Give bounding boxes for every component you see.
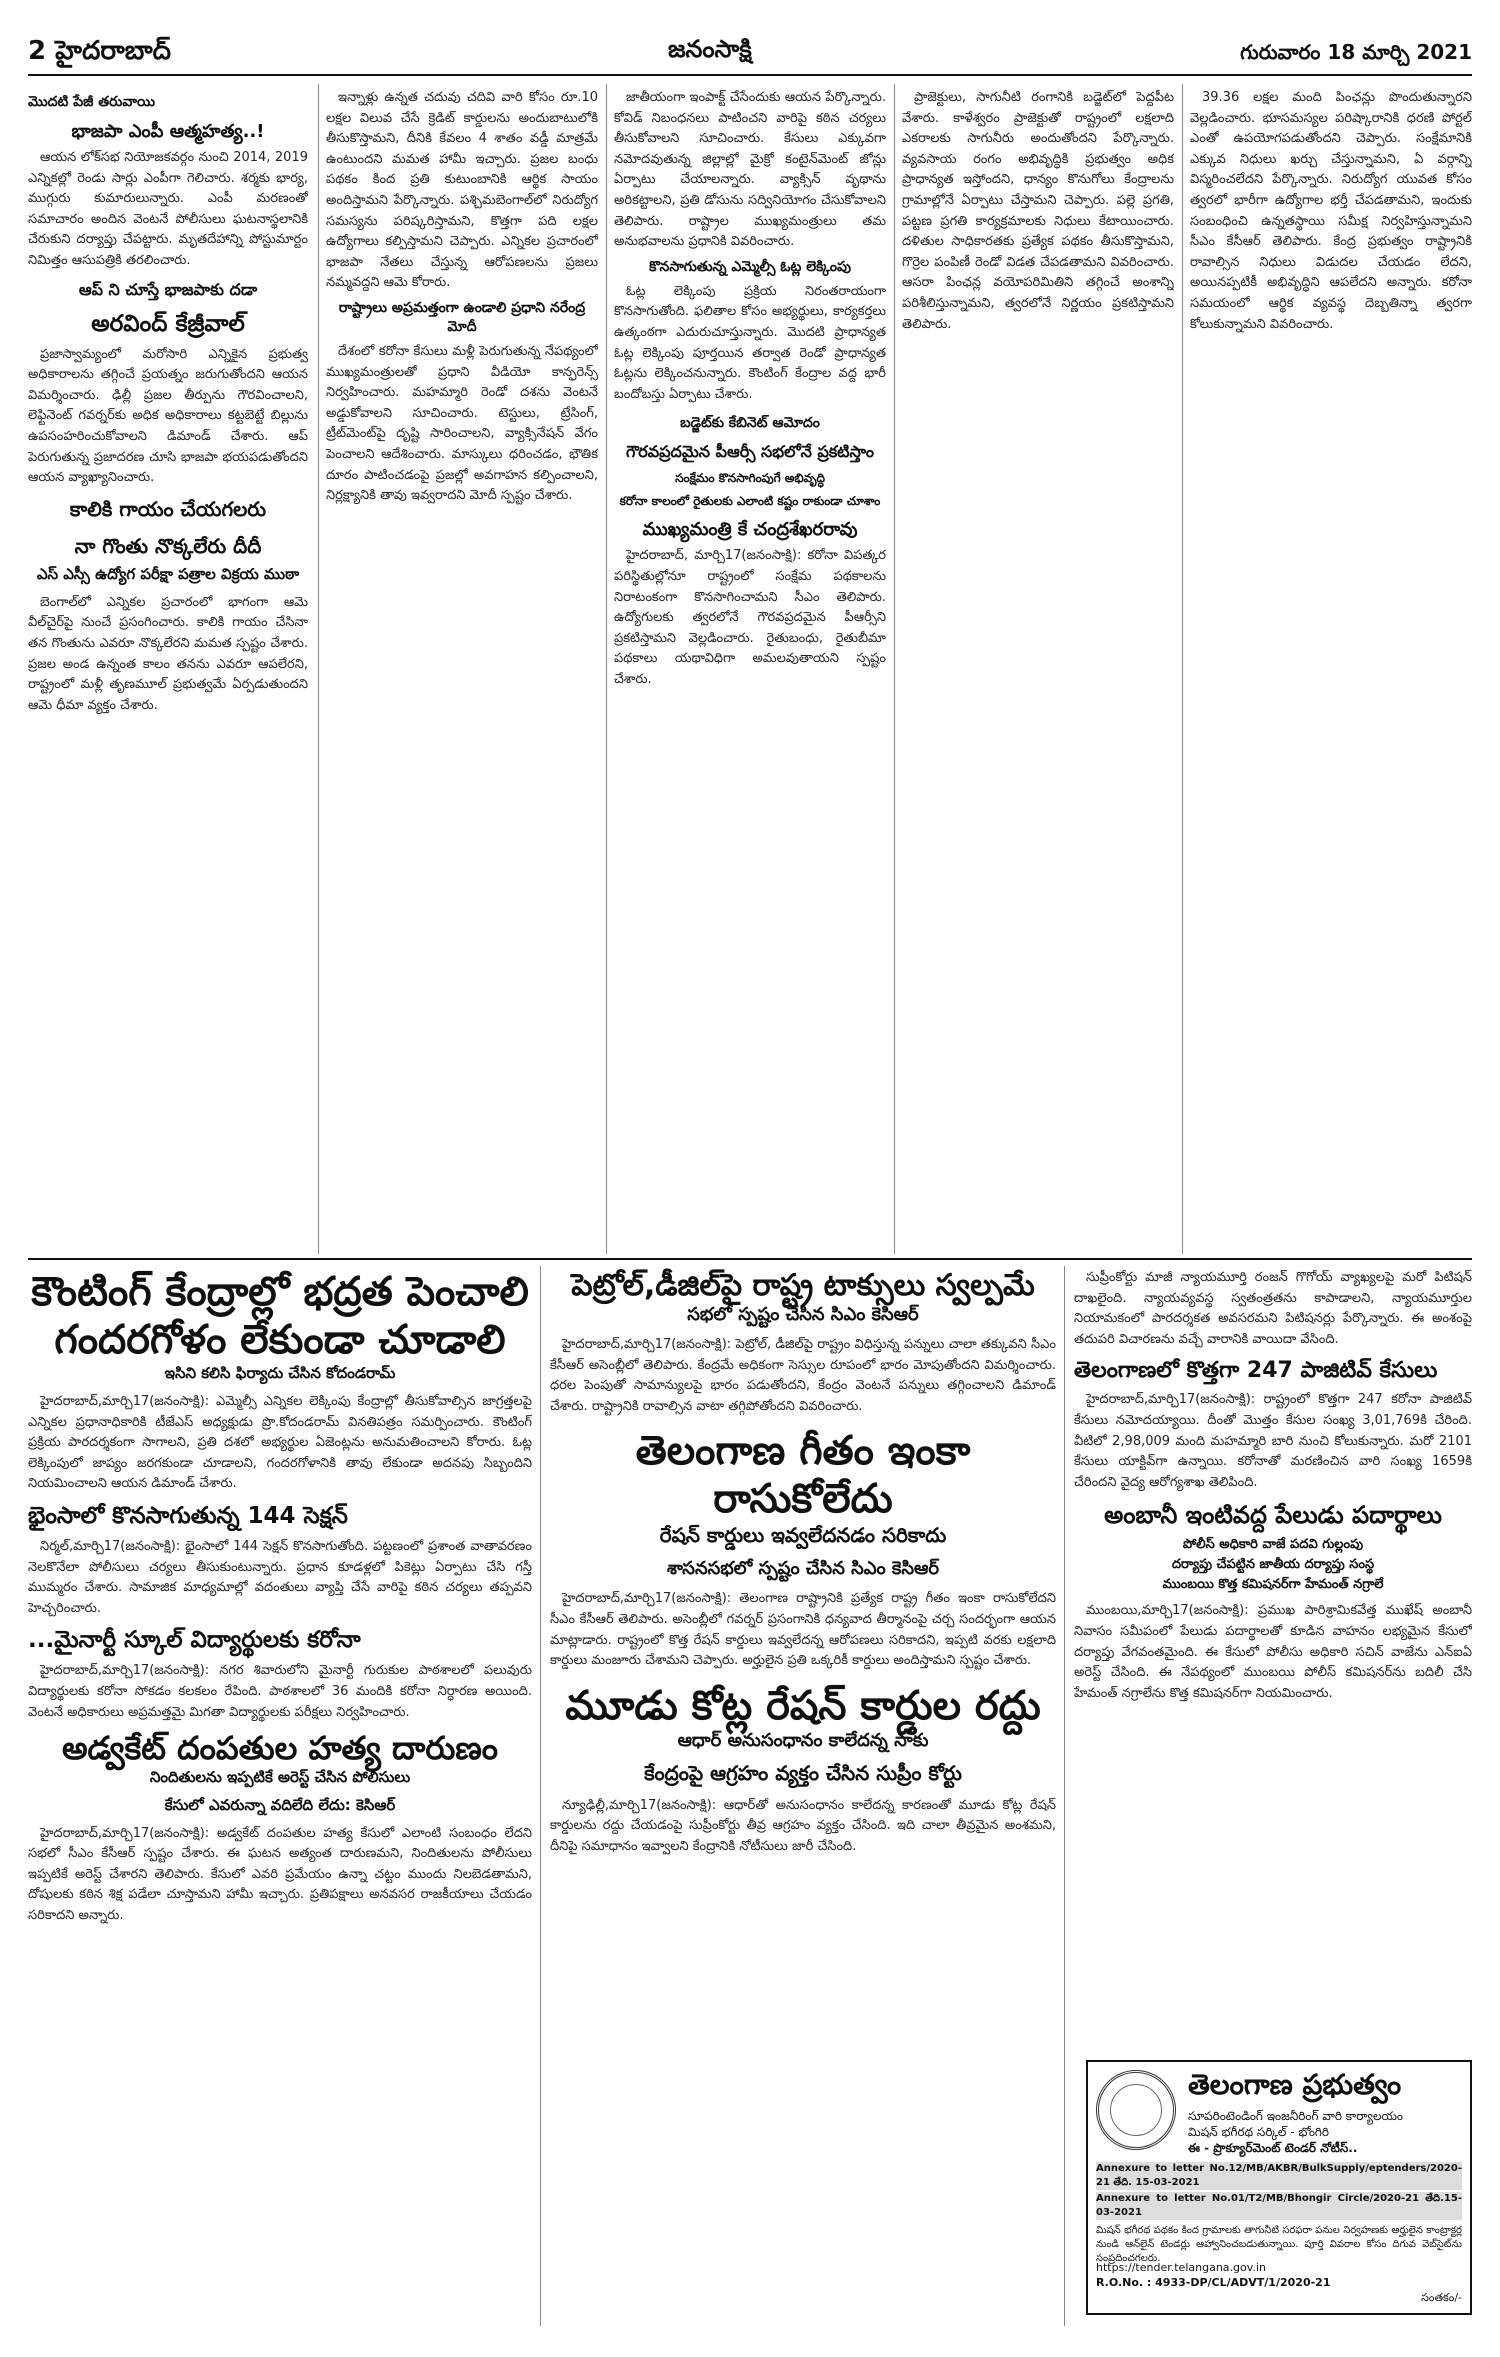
article-subhead: కేంద్రంపై ఆగ్రహం వ్యక్తం చేసిన సుప్రీం కోర్టు (644, 1760, 962, 1785)
article-subhead: నిందితులను ఇప్పటికే అరెస్ట్‌ చేసిన పోలీసులు (149, 1767, 411, 1786)
bottom-left-column (28, 1268, 532, 2328)
column-divider (540, 1266, 541, 2326)
article-headline: అరవింద్‌ కేజ్రీవాల్‌ (91, 310, 245, 337)
article-headline: గౌరవప్రదమైన పీఆర్సీ సభలోనే ప్రకటిస్తాం (626, 442, 874, 462)
column-2 (326, 88, 598, 1254)
ad-line: ఈ - ప్రొక్యూర్‌మెంట్‌ టెండర్‌ నోటీస్‌.. (1188, 2141, 1358, 2155)
article-body: ఆయన లోక్‌సభ నియోజకవర్గం నుంచి 2014, 2019 ఎన్నికల్లో రెండు సార్లు ఎంపీగా గెలిచారు. శర్మకు భార్య, ముగ్గురు కుమారులున్నారు. ఎంపీ మరణంతో సమాచారం అందిన వెంటనే పోలీసులు ఘటనాస్థలానికి చేరుకుని దర్యాప్తు చేపట్టారు. మృతదేహాన్ని పోస్టుమార్టం నిమిత్తం ఆసుపత్రికి తరలించారు. (28, 150, 308, 268)
article-subhead: ఇసిని కలిసి ఫిర్యాదు చేసిన కోదండరామ్‌ (164, 1364, 396, 1382)
article-subhead: సభలో స్పష్టం చేసిన సిఎం కెసిఆర్‌ (687, 1304, 919, 1325)
article-subhead: పోలీస్‌ అధికారి వాజే పదవి గుల్లంపు (1182, 1537, 1364, 1553)
ad-body (1096, 2162, 1462, 2266)
ad-reference: Annexure to letter No.12/MB/AKBR/BulkSupply/eptenders/2020-21 తేది. 15-03-2021 (1096, 2163, 1462, 2188)
ad-ro-number: R.O.No. : 4933-DP/CL/ADVT/1/2020-21 (1096, 2276, 1331, 2289)
article-body: ఇన్నాళ్లు ఉన్నత చదువు చదివి వారి కోసం రూ.10 లక్షల విలువ చేసే క్రెడిట్‌ కార్డులను అందుబాటులోకి తీసుకొస్తామని, దీనికి కేవలం 4 శాతం వడ్డీ మాత్రమే ఉంటుందని మమత హామీ ఇచ్చారు. ప్రజల బంధు పథకం కింద ప్రతి కుటుంబానికి ఆర్థిక సాయం అందిస్తామని పేర్కొన్నారు. పశ్చిమబెంగాల్‌లో నిరుద్యోగ సమస్యను పరిష్కరిస్తామని, కొత్తగా పది లక్షల ఉద్యోగాలు కల్పిస్తామని చెప్పారు. ఎన్నికల ప్రచారంలో భాజపా నేతలు చేస్తున్న ఆరోపణలను ప్రజలు నమ్మవద్దని ఆమె కోరారు. (326, 90, 598, 291)
article-body: హైదరాబాద్‌,మార్చి17(జనంసాక్షి): అడ్వకేట్‌ దంపతుల హత్య కేసులో ఎలాంటి సంబంధం లేదని సభలో సీఎం కేసీఆర్‌ స్పష్టం చేశారు. ఈ ఘటన అత్యంత దారుణమని, నిందితులను పోలీసులు ఇప్పటికే అరెస్ట్‌ చేశారని తెలిపారు. కేసులో ఎవరి ప్రమేయం ఉన్నా చట్టం ముందు నిలబెడతామని, దోషులకు కఠిన శిక్ష పడేలా చూస్తామని హామీ ఇచ్చారు. ప్రతిపక్షాలు అనవసర రాజకీయాలు చేయడం సరికాదని అన్నారు. (28, 1825, 532, 1923)
article-body: న్యూఢిల్లీ,మార్చి17(జనంసాక్షి): ఆధార్‌తో అనుసంధానం కాలేదన్న కారణంతో మూడు కోట్ల రేషన్‌ కార్డులను రద్దు చేయడంపై సుప్రీంకోర్టు తీవ్ర ఆగ్రహం వ్యక్తం చేసింది. ఇది చాలా తీవ్రమైన అంశమని, దీనిపై సమాధానం ఇవ్వాలని కేంద్రానికి నోటీసులు జారీ చేసింది. (550, 1797, 1056, 1854)
article-body: నిర్మల్‌,మార్చి17(జనంసాక్షి): భైంసాలో 144 సెక్షన్‌ కొనసాగుతోంది. పట్టణంలో ప్రశాంత వాతావరణం నెలకొనేలా పోలీసులు చర్యలు తీసుకుంటున్నారు. ప్రధాన కూడళ్లలో పికెట్లు ఏర్పాటు చేసి గస్తీ ముమ్మరం చేశారు. సామాజిక మాధ్యమాల్లో వదంతులు వ్యాప్తి చేసే వారిపై కఠిన చర్యలు తప్పవని హెచ్చరించారు. (28, 1538, 532, 1616)
article-headline: రాష్ట్రాలు అప్రమత్తంగా ఉండాలి ప్రధాని నరేంద్ర మోదీ (338, 299, 586, 335)
article-headline: కాలికి గాయం చేయగలరు (69, 496, 267, 521)
article-headline: ఆప్‌ ని చూస్తే భాజపాకు దడా (78, 279, 258, 299)
article-body: జాతీయంగా ఇంపాక్ట్‌ చేసేందుకు ఆయన పేర్కొన్నారు. కోవిడ్‌ నిబంధనలు పాటించని వారిపై కఠిన చర్యలు తీసుకోవాలని సూచించారు. కేసులు ఎక్కువగా నమోదవుతున్న జిల్లాల్లో మైక్రో కంటైన్‌మెంట్‌ జోన్లు ఏర్పాటు చేయాలన్నారు. వ్యాక్సిన్‌ వృథాను అరికట్టాలని, ప్రతి డోసును సద్వినియోగం చేసుకోవాలని తెలిపారు. రాష్ట్రాల ముఖ్యమంత్రులు తమ అనుభవాలను ప్రధానికి వివరించారు. (614, 90, 886, 250)
article-subhead: ఎస్‌ ఎస్సీ ఉద్యోగ పరీక్షా పత్రాల విక్రయ ముఠా (36, 564, 300, 583)
article-subhead: రేషన్‌ కార్డులు ఇవ్వలేదనడం సరికాదు (659, 1523, 947, 1548)
column-divider (318, 84, 319, 1254)
article-body: సుప్రీంకోర్టు మాజీ న్యాయమూర్తి రంజన్‌ గొగోయ్‌ వ్యాఖ్యలపై మరో పిటిషన్‌ దాఖలైంది. న్యాయవ్యవస్థ స్వతంత్రతను కాపాడాలని, న్యాయమూర్తుల నియామకంలో పారదర్శకత అవసరమని పిటిషనర్లు పేర్కొన్నారు. ఈ అంశంపై తదుపరి విచారణను వచ్చే వారానికి వాయిదా వేసింది. (1074, 1270, 1472, 1347)
article-body: హైదరాబాద్‌,మార్చి17(జనంసాక్షి): రాష్ట్రంలో కొత్తగా 247 కరోనా పాజిటివ్‌ కేసులు నమోదయ్యాయి. దీంతో మొత్తం కేసుల సంఖ్య 3,01,769కి చేరింది. వీటిలో 2,98,009 మంది మహమ్మారి బారి నుంచి కోలుకున్నారు. మరో 2101 కేసులు యాక్టివ్‌గా ఉన్నాయి. కరోనాతో మరణించిన వారి సంఖ్య 1659కి చేరిందని వైద్య ఆరోగ్యశాఖ తెలిపింది. (1074, 1392, 1472, 1490)
government-tender-ad (1086, 2060, 1472, 2315)
article-body: 39.36 లక్షల మంది పింఛన్లు పొందుతున్నారని వెల్లడించారు. భూసమస్యల పరిష్కారానికి ధరణి పోర్టల్‌ ఎంతో ఉపయోగపడుతోందని చెప్పారు. సంక్షేమానికి ఎక్కువ నిధులు ఖర్చు చేస్తున్నామని, ఏ వర్గాన్ని విస్మరించలేదని పేర్కొన్నారు. నిరుద్యోగ యువత కోసం త్వరలో భారీగా ఉద్యోగాల భర్తీ చేపడతామని, ఇందుకు సంబంధించి ఉన్నతస్థాయి సమీక్ష నిర్వహిస్తున్నామని సీఎం కేసీఆర్‌ తెలిపారు. కేంద్ర ప్రభుత్వం రాష్ట్రానికి రావాల్సిన నిధులు విడుదల చేయడం లేదని, అయినప్పటికీ అభివృద్ధిని ఆపలేదని అన్నారు. కరోనా సమయంలో ఆర్థిక వ్యవస్థ దెబ్బతిన్నా త్వరగా కోలుకున్నామని వివరించారు. (1190, 90, 1472, 332)
issue-date: గురువారం 18 మార్చి 2021 (1240, 40, 1472, 64)
ad-signature: సంతకం/- (1421, 2291, 1462, 2304)
ad-text: మిషన్‌ భగీరథ పథకం కింద గ్రామాలకు తాగునీటి సరఫరా పనుల నిర్వహణకు అర్హులైన కాంట్రాక్టర్ల నుండి ఆన్‌లైన్‌ టెండర్లు ఆహ్వానించబడుతున్నాయి. పూర్తి వివరాల కోసం దిగువ వెబ్‌సైట్‌ను సంప్రదించగలరు. (1096, 2225, 1462, 2264)
article-headline: గందరగోళం లేకుండా చూడాలి (54, 1317, 506, 1363)
column-4 (902, 88, 1174, 1254)
article-body: ఓట్ల లెక్కింపు ప్రక్రియ నిరంతరాయంగా కొనసాగుతోంది. ఫలితాల కోసం అభ్యర్థులు, కార్యకర్తలు ఉత్కంఠగా ఎదురుచూస్తున్నారు. మొదటి ప్రాధాన్యత ఓట్ల లెక్కింపు పూర్తయిన తర్వాత రెండో ప్రాధాన్యత ఓట్లను లెక్కించనున్నారు. కౌంటింగ్‌ కేంద్రాల వద్ద భారీ బందోబస్తు ఏర్పాటు చేశారు. (614, 283, 886, 402)
article-body: ప్రజాస్వామ్యంలో మరోసారి ఎన్నికైన ప్రభుత్వ అధికారాలను తగ్గించే ప్రయత్నం జరుగుతోందని ఆయన విమర్శించారు. ఢిల్లీ ప్రజల తీర్పును గౌరవించాలని, లెఫ్టినెంట్‌ గవర్నర్‌కు అధిక అధికారాలు కట్టబెట్టే బిల్లును ఉపసంహరించుకోవాలని డిమాండ్‌ చేశారు. ఆప్‌ పెరుగుతున్న ప్రజాదరణ చూసి భాజపా భయపడుతోందని ఆయన వ్యాఖ్యానించారు. (28, 346, 308, 486)
article-body: హైదరాబాద్‌,మార్చి17(జనంసాక్షి): నగర శివారులోని మైనార్టీ గురుకుల పాఠశాలలో పలువురు విద్యార్థులకు కరోనా సోకడం కలకలం రేపింది. పాఠశాలలో 36 మందికి కరోనా నిర్ధారణ అయింది. వెంటనే అధికారులు అప్రమత్తమై మిగతా విద్యార్థులకు పరీక్షలు నిర్వహించారు. (28, 1663, 532, 1720)
column-divider (894, 84, 895, 1254)
article-headline: కౌంటింగ్‌ కేంద్రాల్లో భద్రత పెంచాలి (31, 1269, 529, 1315)
article-headline: తెలంగాణలో కొత్తగా 247 పాజిటివ్‌ కేసులు (1074, 1358, 1438, 1384)
article-headline: తెలంగాణ గీతం ఇంకా రాసుకోలేదు (635, 1428, 971, 1523)
column-divider (1064, 1266, 1065, 2326)
article-subhead: కేసులో ఎవరున్నా వదిలేది లేదు: కెసిఆర్‌ (164, 1795, 396, 1814)
ad-footer (1096, 2260, 1462, 2305)
article-headline: భైంసాలో కొనసాగుతున్న 144 సెక్షన్‌ (28, 1502, 348, 1529)
article-body: హైదరాబాద్‌,మార్చి17(జనంసాక్షి): ఎమ్మెల్సీ ఎన్నికల లెక్కింపు కేంద్రాల్లో తీసుకోవాల్సిన జాగ్రత్తలపై ఎన్నికల ప్రధానాధికారికి టీజేఎస్‌ అధ్యక్షుడు ప్రొ.కోదండరామ్‌ వినతిపత్రం సమర్పించారు. కౌంటింగ్‌ ప్రక్రియ పారదర్శకంగా సాగాలని, ప్రతి దశలో అభ్యర్థుల ఏజెంట్లను అనుమతించాలని కోరారు. ఓట్ల లెక్కింపులో జాప్యం జరగకుండా చూడాలని, గందరగోళానికి తావు లేకుండా అదనపు సిబ్బందిని నియమించాలని ఆయన డిమాండ్‌ చేశారు. (28, 1394, 532, 1492)
ad-line: మిషన్‌ భగీరథ సర్కిల్‌ - భోంగిరి (1188, 2125, 1330, 2139)
article-headline: పెట్రోల్‌,డీజిల్‌పై రాష్ట్ర టాక్సులు స్వల్పమే (571, 1268, 1035, 1303)
article-headline: అంబానీ ఇంటివద్ద పేలుడు పదార్థాలు (1104, 1501, 1442, 1530)
article-headline: కొనసాగుతున్న ఎమ్మెల్సీ ఓట్ల లెక్కింపు (649, 258, 851, 275)
ad-reference: Annexure to letter No.01/T2/MB/Bhongir Circle/2020-21 తేది.15-03-2021 (1096, 2193, 1462, 2218)
article-body: హైదరాబాద్‌,మార్చి17(జనంసాక్షి): తెలంగాణ రాష్ట్రానికి ప్రత్యేక రాష్ట్ర గీతం ఇంకా రాసుకోలేదని సీఎం కేసీఆర్‌ తెలిపారు. అసెంబ్లీలో గవర్నర్‌ ప్రసంగానికి ధన్యవాద తీర్మానంపై చర్చ సందర్భంగా ఆయన మాట్లాడారు. రాష్ట్రంలో కొత్త రేషన్‌ కార్డులు ఇవ్వలేదన్న ఆరోపణలు సరికాదని, ఇప్పటి వరకు లక్షలాది కార్డులు మంజూరు చేశామని చెప్పారు. అర్హులైన ప్రతి ఒక్కరికీ కార్డులు అందిస్తామని స్పష్టం చేశారు. (550, 1591, 1056, 1669)
section-divider (28, 1258, 1472, 1260)
page-location: 2 హైదరాబాద్ (28, 36, 171, 66)
ad-title: తెలంగాణ ప్రభుత్వం (1188, 2068, 1402, 2101)
article-subhead: సంక్షేమం కొనసాగింపుగే అభివృద్ధి (675, 471, 825, 486)
government-seal-icon (1096, 2070, 1176, 2150)
article-body: బెంగాల్‌లో ఎన్నికల ప్రచారంలో భాగంగా ఆమె వీల్‌చైర్‌పై నుంచే ప్రసంగించారు. కాలికి గాయం చేసినా తన గొంతును ఎవరూ నొక్కలేరని మమత స్పష్టం చేశారు. ప్రజల అండ ఉన్నంత కాలం తనను ఎవరూ ఆపలేరని, రాష్ట్రంలో మళ్లీ తృణమూల్‌ ప్రభుత్వమే ఏర్పడుతుందని ఆమె ధీమా వ్యక్తం చేశారు. (28, 594, 308, 713)
article-body: ముంబయి,మార్చి17(జనంసాక్షి): ప్రముఖ పారిశ్రామికవేత్త ముఖేష్‌ అంబానీ నివాసం సమీపంలో పేలుడు పదార్థాలతో కూడిన వాహనం లభ్యమైన కేసులో దర్యాప్తు వేగవంతమైంది. ఈ కేసులో పోలీసు అధికారి సచిన్‌ వాజేను ఎన్‌ఐఏ అరెస్ట్‌ చేసింది. ఈ నేపథ్యంలో ముంబయి పోలీస్‌ కమిషనర్‌ను బదిలీ చేసి హేమంత్‌ నగ్రాలేను కొత్త కమిషనర్‌గా నియమించారు. (1074, 1603, 1472, 1701)
article-body: హైదరాబాద్‌,మార్చి17(జనంసాక్షి): పెట్రోల్‌, డీజిల్‌పై రాష్ట్రం విధిస్తున్న పన్నులు చాలా తక్కువని సీఎం కేసీఆర్‌ అసెంబ్లీలో తెలిపారు. కేంద్రమే అధికంగా సెస్సుల రూపంలో భారం మోపుతోందని విమర్శించారు. ధరల పెంపుతో సామాన్యులపై భారం పడుతోందని, కేంద్రం వెంటనే పన్నులు తగ్గించాలని డిమాండ్‌ చేశారు. రాష్ట్రానికి రావాల్సిన వాటా తగ్గిపోతోందని వివరించారు. (550, 1337, 1056, 1414)
ad-website-link[interactable]: https://tender.telangana.gov.in (1096, 2261, 1266, 2274)
bottom-right-column (1074, 1268, 1472, 2054)
article-subhead: కరోనా కాలంలో రైతులకు ఎలాంటి కష్టం రాకుండా చూశాం (619, 494, 881, 509)
article-subhead: ఆధార్‌ అనుసంధానం కాలేదన్న సాకు (677, 1729, 929, 1751)
article-subhead: ముంబయి కొత్త కమిషనర్‌గా హేమంత్‌ నగ్రాలే (1162, 1577, 1384, 1593)
article-headline: ముఖ్యమంత్రి కే చంద్రశేఖరరావు (642, 519, 858, 541)
article-kicker: బడ్జెట్‌కు కేబినెట్‌ ఆమోదం (680, 415, 820, 432)
ad-line: సూపరింటెండింగ్‌ ఇంజనీరింగ్‌ వారి కార్యాలయం (1188, 2109, 1403, 2123)
article-headline: నా గొంతు నొక్కలేరు దీదీ (74, 533, 262, 558)
column-divider (1182, 84, 1183, 1254)
article-subhead: శాసనసభలో స్పష్టం చేసిన సిఎం కెసిఆర్‌ (666, 1558, 939, 1580)
article-kicker: మొదటి పేజీ తరువాయి (28, 94, 155, 110)
article-body: ప్రాజెక్టులు, సాగునీటి రంగానికి బడ్జెట్‌లో పెద్దపీట వేశారు. కాళేశ్వరం ప్రాజెక్టుతో రాష్ట్రంలో లక్షలాది ఎకరాలకు సాగునీరు అందుతోందని పేర్కొన్నారు. వ్యవసాయ రంగం అభివృద్ధికి ప్రభుత్వం అధిక ప్రాధాన్యత ఇస్తోందని, ధాన్యం కొనుగోలు కేంద్రాలను గ్రామాల్లోనే ఏర్పాటు చేస్తామని చెప్పారు. పల్లె ప్రగతి, పట్టణ ప్రగతి కార్యక్రమాలకు నిధులు కేటాయించారు. దళితుల సాధికారతకు ప్రత్యేక పథకం తీసుకొస్తామని, గొర్రెల పంపిణీ రెండో విడత చేపడతామని వివరించారు. ఆసరా పింఛన్ల వయోపరిమితిని తగ్గించే అంశాన్ని పరిశీలిస్తున్నామని, త్వరలోనే నిర్ణయం ప్రకటిస్తామని తెలిపారు. (902, 90, 1174, 332)
article-body: హైదరాబాద్‌, మార్చి17(జనంసాక్షి): కరోనా విపత్కర పరిస్థితుల్లోనూ రాష్ట్రంలో సంక్షేమ పథకాలను నిరాటంకంగా కొనసాగించామని సీఎం తెలిపారు. ఉద్యోగులకు త్వరలోనే గౌరవప్రదమైన పీఆర్సీని ప్రకటిస్తామని వెల్లడించారు. రైతుబంధు, రైతుబీమా పథకాలు యథావిధిగా అమలవుతాయని స్పష్టం చేశారు. (614, 548, 886, 687)
article-subhead: దర్యాప్తు చేపట్టిన జాతీయ దర్యాప్తు సంస్థ (1171, 1557, 1375, 1573)
ad-subtitle (1188, 2108, 1403, 2156)
article-headline: భాజపా ఎంపీ ఆత్మహత్య..! (71, 121, 265, 142)
article-headline: మూడు కోట్ల రేషన్‌ కార్డుల రద్దు (565, 1682, 1041, 1729)
column-1 (28, 88, 308, 1254)
column-divider (606, 84, 607, 1254)
article-headline: అడ్వకేట్‌ దంపతుల హత్య దారుణం (61, 1729, 499, 1768)
article-body: దేశంలో కరోనా కేసులు మళ్లీ పెరుగుతున్న నేపథ్యంలో ముఖ్యమంత్రులతో ప్రధాని వీడియో కాన్ఫరెన్స్‌ నిర్వహించారు. మహమ్మారి రెండో దశను వెంటనే అడ్డుకోవాలని సూచించారు. టెస్టులు, ట్రేసింగ్‌, ట్రీట్‌మెంట్‌పై దృష్టి సారించాలని, వ్యాక్సినేషన్‌ వేగం పెంచాలని ఆదేశించారు. మాస్కులు ధరించడం, భౌతిక దూరం పాటించడంపై ప్రజల్లో అవగాహన కల్పించాలని, నిర్లక్ష్యానికి తావు ఇవ్వరాదని మోదీ స్పష్టం చేశారు. (326, 343, 598, 504)
bottom-middle-column (550, 1268, 1056, 2328)
column-3 (614, 88, 886, 1254)
article-headline: ...మైనార్టీ స్కూల్‌ విద్యార్థులకు కరోనా (28, 1627, 361, 1654)
column-5 (1190, 88, 1472, 1254)
paper-name: జనంసాక్షి (668, 34, 752, 63)
masthead (28, 30, 1472, 76)
